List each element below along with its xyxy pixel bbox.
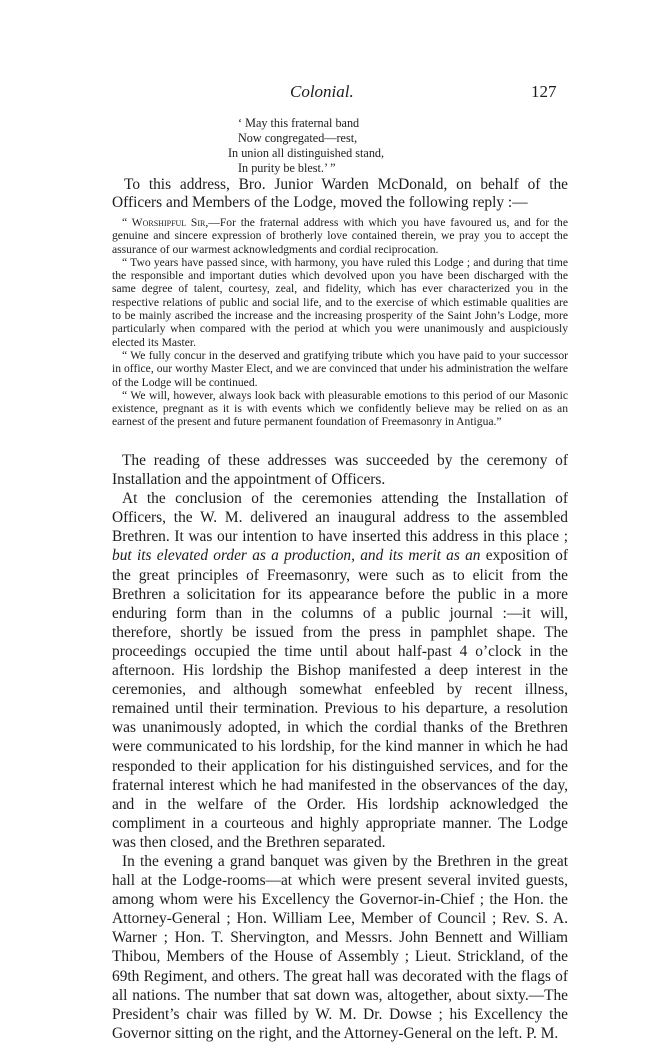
reply-paragraph-text: —For the fraternal address with which you have favoured us, and for the genuine and sincere expression of brotherly love contained therein, we pray you to accept the assurance of our warmest acknowledgments and cordial reciprocation. (112, 216, 568, 256)
page-header (0, 82, 666, 106)
poem-line: Now congregated—rest, (238, 131, 358, 145)
reply-address (112, 216, 568, 429)
lead-paragraph: To this address, Bro. Junior Warden McDonald, on behalf of the Officers and Members of the Lodge, moved the following reply :— (112, 176, 568, 211)
poem-line: In purity be blest.’ ” (238, 161, 336, 175)
reply-paragraph (112, 216, 568, 256)
page-number: 127 (531, 82, 557, 101)
salutation: “ Worshipful Sir, (122, 216, 209, 229)
poem-line: In union all distinguished stand, (228, 146, 385, 160)
reply-paragraph: “ Two years have passed since, with harmony, you have ruled this Lodge ; and during that time the responsible and important duties which devolved upon you have been discharged with the same degree of talent, courtesy, zeal, and fidelity, which has ever characterized you in the respective relations of public and social life, and to the exercise of which estimable qualities are to be mainly ascribed the increase and the increasing prosperity of the Saint John’s Lodge, more particularly when compared with the period at which you were unanimously and auspiciously elected its Master. (112, 255, 568, 349)
body-text (112, 451, 568, 1043)
body-paragraph (112, 489, 568, 852)
poem-line: ‘ May this fraternal band (238, 116, 360, 130)
running-title: Colonial. (290, 82, 354, 101)
italic-phrase: but its elevated order as a production, and its merit as an (112, 547, 481, 565)
body-paragraph: In the evening a grand banquet was given by the Brethren in the great hall at the Lodge-rooms—at which were present several invited guests, among whom were his Excellency the Governor-in-Chief ; the Hon. the Attorney-General ; Hon. William Lee, Member of Council ; Rev. S. A. Warner ; Hon. T. Shervington, and Messrs. John Bennett and William Thibou, Members of the House of Assembly ; Lieut. Strickland, of the 69th Regiment, and others. The great hall was decorated with the flags of all nations. The number that sat down was, altogether, about sixty.—The President’s chair was filled by W. M. Dr. Dowse ; his Excellency the Governor sitting on the right, and the Attorney-General on the left. P. M. (112, 852, 568, 1042)
body-paragraph: The reading of these addresses was succeeded by the ceremony of Installation and the appointment of Officers. (112, 452, 568, 489)
body-text-run: At the conclusion of the ceremonies attending the Installation of Officers, the W. M. delivered an inaugural address to the assembled Brethren. It was our intention to have inserted this address in this place ; (112, 490, 568, 546)
reply-paragraph: “ We will, however, always look back with pleasurable emotions to this period of our Masonic existence, pregnant as it is with events which we confidently believe may be relied on as an earnest of the present and future permanent foundation of Freemasonry in Antigua.” (112, 388, 568, 429)
reply-paragraph: “ We fully concur in the deserved and gratifying tribute which you have paid to your successor in office, our worthy Master Elect, and we are convinced that under his administration the welfare of the Lodge will be continued. (112, 348, 568, 389)
body-text-run: exposition of the great principles of Freemasonry, were such as to elicit from the Brethren a solicitation for its appearance before the public in a more enduring form than in the columns of a public journal :—it will, therefore, shortly be issued from the press in pamphlet shape. The proceedings occupied the time until about half-past 4 o’clock in the afternoon. His lordship the Bishop manifested a deep interest in the ceremonies, and although somewhat enfeebled by recent illness, remained until their termination. Previous to his departure, a resolution was unanimously adopted, in which the cordial thanks of the Brethren were communicated to his lordship, for the kind manner in which he had responded to their application for his distinguished services, and for the fraternal interest which he had manifested in the observances of the day, and in the welfare of the Order. His lordship acknowledged the compliment in a courteous and highly appropriate manner. The Lodge was then closed, and the Brethren separated. (112, 547, 568, 851)
poem-stanza (228, 116, 384, 176)
